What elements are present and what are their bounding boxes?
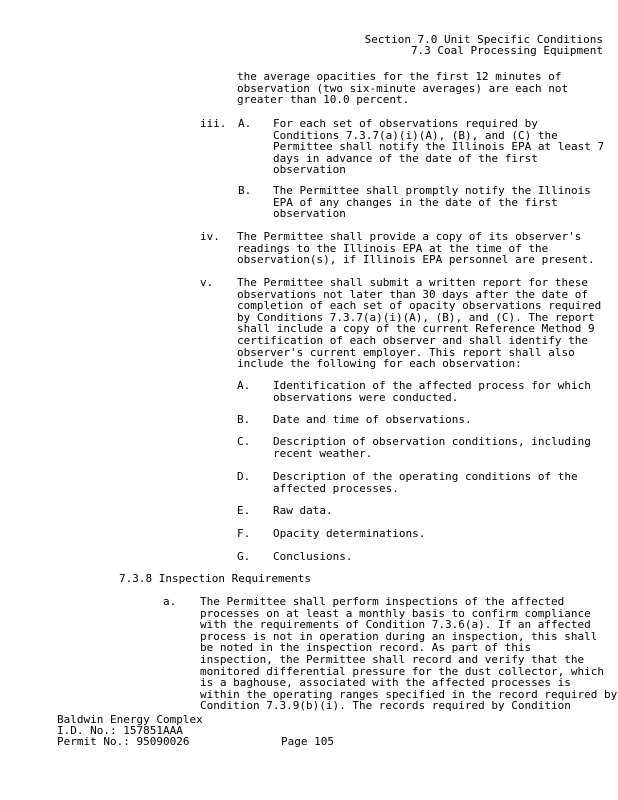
text-line: observation: [273, 163, 346, 177]
header-subsection-title: 7.3 Coal Processing Equipment: [410, 44, 603, 57]
item-v-c-text: [273, 436, 591, 459]
text-line: with the requirements of Condition 7.3.6(a). If an affected: [200, 618, 591, 632]
text-line: shall include a copy of the current Reference Method 9: [237, 322, 595, 336]
text-line: by Conditions 7.3.7(a)(i)(A), (B), and (C). The report: [237, 310, 595, 324]
item-iv-label: iv.: [200, 230, 220, 243]
intro-paragraph: [237, 71, 568, 106]
text-line: The Permittee shall perform inspections of the affected: [200, 595, 565, 608]
text-line: include the following for each observation:: [237, 357, 522, 371]
text-line: greater than 10.0 percent.: [237, 93, 410, 107]
text-line: process is not in operation during an inspection, this shall: [200, 629, 598, 643]
text-line: completion of each set of opacity observations required: [237, 299, 602, 313]
item-v-label: v.: [200, 276, 214, 289]
item-a-label: a.: [163, 595, 177, 608]
item-v-b-text: [273, 414, 472, 426]
footer-id-number: I.D. No.: 157851AAA: [57, 724, 183, 737]
text-line: Opacity determinations.: [273, 527, 426, 540]
text-line: observations were conducted.: [273, 390, 459, 404]
item-v-g-text: [273, 551, 352, 563]
text-line: the average opacities for the first 12 minutes of: [237, 70, 562, 83]
text-line: Raw data.: [273, 504, 333, 517]
section-heading: 7.3.8 Inspection Requirements: [119, 572, 312, 585]
item-iv-text: [237, 231, 595, 266]
text-line: Condition 7.3.9(b)(i). The records required by Condition: [200, 699, 571, 713]
footer-permit-number: Permit No.: 95090026: [57, 735, 190, 748]
text-line: EPA of any changes in the date of the first: [273, 195, 558, 209]
item-v-g-label: G.: [237, 550, 251, 563]
text-line: The Permittee shall promptly notify the Illinois: [273, 184, 591, 197]
footer-page-number: Page 105: [281, 735, 334, 748]
item-v-c-label: C.: [237, 435, 251, 448]
header-section-title: Section 7.0 Unit Specific Conditions: [364, 33, 603, 46]
item-a-text: [200, 596, 617, 712]
text-line: readings to the Illinois EPA at the time of the: [237, 241, 549, 255]
text-line: observation(s), if Illinois EPA personnel are present.: [237, 253, 595, 267]
text-line: certification of each observer and shall identify the: [237, 333, 588, 347]
item-v-f-label: F.: [237, 527, 251, 540]
text-line: observer's current employer. This report shall also: [237, 345, 575, 359]
text-line: recent weather.: [273, 446, 373, 460]
item-v-d-label: D.: [237, 470, 251, 483]
text-line: be noted in the inspection record. As part of this: [200, 641, 532, 655]
item-v-text: [237, 277, 601, 370]
text-line: observations not later than 30 days after the date of: [237, 287, 588, 301]
text-line: observation: [273, 207, 346, 221]
item-iii-label: iii.: [200, 117, 227, 130]
item-v-a-text: [273, 380, 591, 403]
text-line: inspection, the Permittee shall record and verify that the: [200, 652, 585, 666]
item-v-e-label: E.: [237, 504, 251, 517]
text-line: Conditions 7.3.7(a)(i)(A), (B), and (C) the: [273, 128, 558, 142]
text-line: The Permittee shall submit a written report for these: [237, 276, 588, 289]
text-line: monitored differential pressure for the dust collector, which: [200, 664, 604, 678]
text-line: Conclusions.: [273, 550, 353, 563]
text-line: Description of observation conditions, including: [273, 435, 591, 448]
text-line: For each set of observations required by: [273, 117, 538, 130]
text-line: The Permittee shall provide a copy of its observer's: [237, 230, 582, 243]
item-v-b-label: B.: [237, 413, 251, 426]
item-v-e-text: [273, 505, 333, 517]
text-line: Identification of the affected process for which: [273, 379, 591, 392]
text-line: Description of the operating conditions of the: [273, 470, 578, 483]
text-line: processes on at least a monthly basis to confirm compliance: [200, 606, 591, 620]
text-line: affected processes.: [273, 481, 399, 495]
text-line: within the operating ranges specified in the record required by: [200, 687, 618, 701]
text-line: days in advance of the date of the first: [273, 151, 538, 165]
text-line: Date and time of observations.: [273, 413, 472, 426]
item-v-f-text: [273, 528, 425, 540]
item-iii-a-label: A.: [238, 117, 252, 130]
item-iii-b-label: B.: [238, 184, 252, 197]
footer-facility: Baldwin Energy Complex: [57, 713, 203, 726]
text-line: observation (two six-minute averages) are each not: [237, 81, 569, 95]
item-iii-a-text: [273, 118, 604, 176]
item-v-a-label: A.: [237, 379, 251, 392]
item-v-d-text: [273, 471, 578, 494]
item-iii-b-text: [273, 185, 591, 220]
text-line: is a baghouse, associated with the affected processes is: [200, 676, 571, 690]
text-line: Permittee shall notify the Illinois EPA at least 7: [273, 140, 605, 154]
